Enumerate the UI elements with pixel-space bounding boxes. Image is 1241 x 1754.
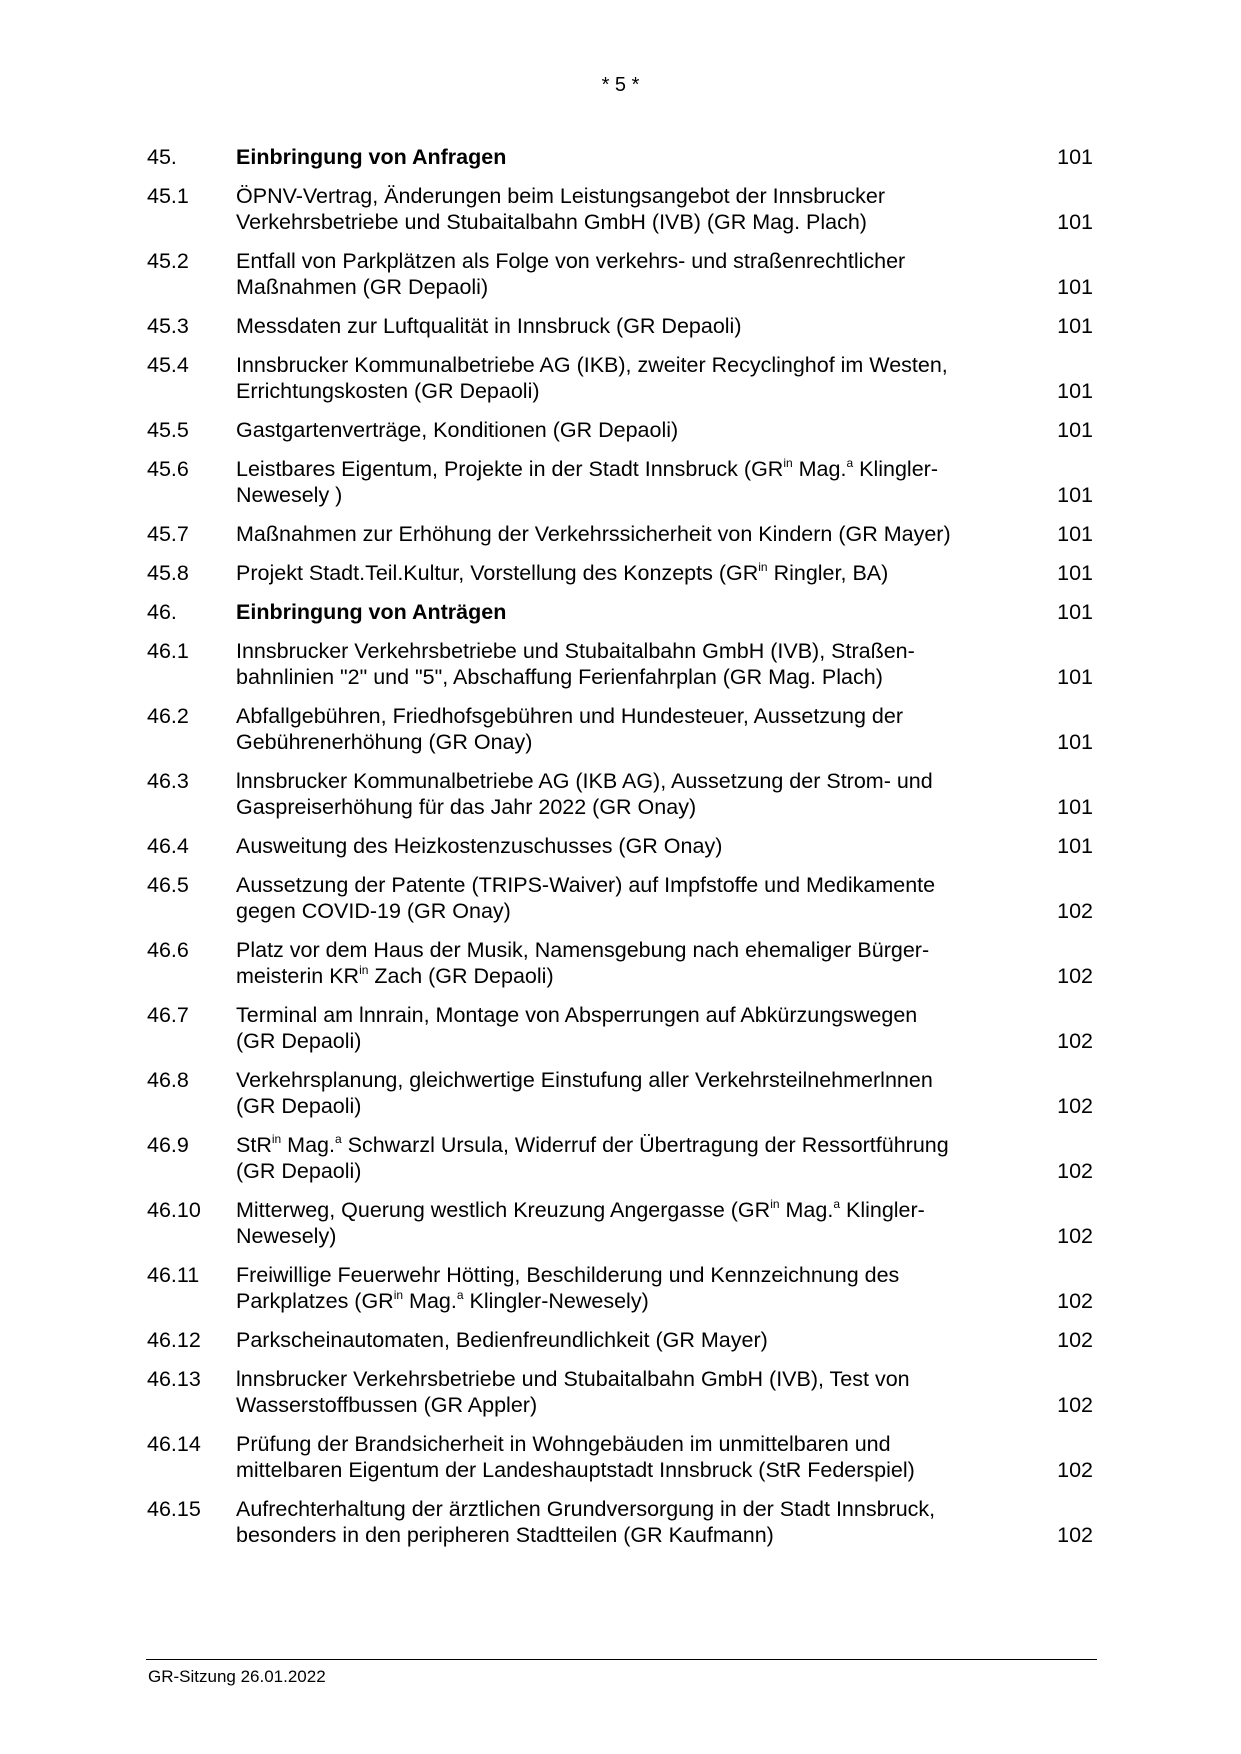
toc-entry-number: 45.6 [147,457,189,481]
toc-entry-title: Platz vor dem Haus der Musik, Namensgebung nach ehemaliger Bürger- meisterin $KR^{in}$ Zach (GR Depaoli) [236,938,930,988]
toc-entry-page: 101 [1057,145,1093,169]
toc-entry-page: 102 [1057,1523,1093,1547]
toc-entry-number: 46.14 [147,1432,201,1456]
toc-entry-number: 45.4 [147,353,189,377]
toc-entry-page: 101 [1057,522,1093,546]
toc-entry-page: 101 [1057,834,1093,858]
toc-entry-title: Abfallgebühren, Friedhofsgebühren und Hundesteuer, Aussetzung der Gebührenerhöhung (GR Onay) [236,704,903,754]
toc-entry-title: Verkehrsplanung, gleichwertige Einstufung aller Verkehrsteilnehmerlnnen (GR Depaoli) [236,1068,933,1118]
toc-entry-title: Aussetzung der Patente (TRIPS-Waiver) auf Impfstoffe und Medikamente gegen COVID-19 (GR Onay) [236,873,936,923]
toc-entry-number: 46.13 [147,1367,201,1391]
toc-entry-title: Terminal am lnnrain, Montage von Absperrungen auf Abkürzungswegen (GR Depaoli) [236,1003,918,1053]
toc-entry [147,1197,1097,1249]
toc-entry-title: Freiwillige Feuerwehr Hötting, Beschilderung und Kennzeichnung des Parkplatzes ($GR^{in}$ Mag.$^a$ Klingler-Newesely) [236,1263,900,1313]
toc-entry-page: 101 [1057,275,1093,299]
toc-entry-title: Entfall von Parkplätzen als Folge von verkehrs- und straßenrechtlicher Maßnahmen (GR Depaoli) [236,249,906,299]
toc-entry [147,417,1097,443]
toc-entry-page: 101 [1057,600,1093,624]
toc-entry-title: ÖPNV-Vertrag, Änderungen beim Leistungsangebot der Innsbrucker Verkehrsbetriebe und Stubaitalbahn GmbH (IVB) (GR Mag. Plach) [236,184,885,234]
toc-entry-page: 101 [1057,665,1093,689]
toc-entry-page: 101 [1057,730,1093,754]
table-of-contents [147,144,1097,1561]
toc-entry-page: 102 [1057,1224,1093,1248]
toc-entry-title: Aufrechterhaltung der ärztlichen Grundversorgung in der Stadt Innsbruck, besonders in den peripheren Stadtteilen (GR Kaufmann) [236,1497,936,1547]
toc-entry [147,521,1097,547]
toc-entry [147,352,1097,404]
toc-entry-page: 102 [1057,1393,1093,1417]
toc-entry-page: 102 [1057,899,1093,923]
toc-entry [147,1327,1097,1353]
toc-entry-number: 46.4 [147,834,189,858]
toc-entry-number: 45.3 [147,314,189,338]
toc-entry-number: 45.2 [147,249,189,273]
toc-entry-number: 45. [147,145,177,169]
toc-entry-page: 101 [1057,379,1093,403]
toc-entry-title: Einbringung von Anträgen [236,600,507,624]
toc-entry [147,937,1097,989]
page-number: * 5 * [601,74,640,96]
toc-entry [147,1262,1097,1314]
toc-entry [147,1366,1097,1418]
toc-entry-number: 46.1 [147,639,189,663]
toc-entry-page: 102 [1057,964,1093,988]
toc-entry-page: 101 [1057,314,1093,338]
toc-entry-page: 102 [1057,1029,1093,1053]
toc-entry [147,456,1097,508]
toc-entry-title: Innsbrucker Kommunalbetriebe AG (IKB), zweiter Recyclinghof im Westen, Errichtungskosten (GR Depaoli) [236,353,948,403]
toc-entry-title: Parkscheinautomaten, Bedienfreundlichkeit (GR Mayer) [236,1328,768,1352]
toc-entry-number: 46.5 [147,873,189,897]
toc-entry [147,638,1097,690]
toc-entry-number: 46. [147,600,177,624]
toc-entry-number: 46.10 [147,1198,201,1222]
toc-entry-title: lnnsbrucker Kommunalbetriebe AG (IKB AG), Aussetzung der Strom- und Gaspreiserhöhung für das Jahr 2022 (GR Onay) [236,769,933,819]
toc-entry-number: 46.9 [147,1133,189,1157]
toc-entry-page: 101 [1057,795,1093,819]
toc-entry-number: 46.12 [147,1328,201,1352]
toc-entry-page: 102 [1057,1289,1093,1313]
toc-entry-number: 46.2 [147,704,189,728]
toc-entry-title: Mitterweg, Querung westlich Kreuzung Angergasse ($GR^{in}$ Mag.$^a$ Klingler- Newesely) [236,1197,925,1248]
toc-entry [147,144,1097,170]
toc-entry-number: 45.8 [147,561,189,585]
toc-entry-number: 46.11 [147,1263,200,1287]
toc-entry-title: Prüfung der Brandsicherheit in Wohngebäuden im unmittelbaren und mittelbaren Eigentum der Landeshauptstadt Innsbruck (StR Federspiel) [236,1432,915,1482]
toc-entry-number: 46.8 [147,1068,189,1092]
toc-entry [147,1002,1097,1054]
toc-entry [147,833,1097,859]
toc-entry-title: Messdaten zur Luftqualität in Innsbruck (GR Depaoli) [236,314,742,338]
toc-entry [147,1132,1097,1184]
toc-entry-page: 101 [1057,561,1093,585]
toc-entry-page: 102 [1057,1458,1093,1482]
toc-entry [147,560,1097,586]
toc-entry [147,248,1097,300]
toc-entry-page: 101 [1057,418,1093,442]
toc-entry-number: 45.5 [147,418,189,442]
toc-entry [147,183,1097,235]
footer-text: GR-Sitzung 26.01.2022 [148,1667,326,1686]
toc-entry [147,872,1097,924]
toc-entry-title: Einbringung von Anfragen [236,145,507,169]
toc-entry-title: Projekt Stadt.Teil.Kultur, Vorstellung des Konzepts ($GR^{in}$ Ringler, BA) [236,560,889,585]
toc-entry-title: Ausweitung des Heizkostenzuschusses (GR Onay) [236,834,723,858]
toc-entry-page: 102 [1057,1328,1093,1352]
toc-entry-title: Gastgartenverträge, Konditionen (GR Depaoli) [236,418,679,442]
toc-entry [147,768,1097,820]
toc-entry-page: 102 [1057,1094,1093,1118]
toc-entry-title: StR$^{in}$ Mag.$^a$ Schwarzl Ursula, Widerruf der Übertragung der Ressortführung (GR Depaoli) [236,1132,949,1183]
footer-divider [146,1659,1097,1660]
toc-entry-number: 46.6 [147,938,189,962]
toc-entry-number: 46.7 [147,1003,189,1027]
toc-entry-page: 101 [1057,210,1093,234]
toc-entry-title: Leistbares Eigentum, Projekte in der Stadt Innsbruck ($GR^{in}$ Mag.$^a$ Klingler- Newesely ) [236,456,938,507]
toc-entry-title: Innsbrucker Verkehrsbetriebe und Stubaitalbahn GmbH (IVB), Straßen- bahnlinien "2" und "5", Abschaffung Ferienfahrplan (GR Mag. Plach) [236,639,915,689]
toc-entry-page: 102 [1057,1159,1093,1183]
toc-entry [147,313,1097,339]
toc-entry [147,703,1097,755]
toc-entry [147,599,1097,625]
toc-entry-title: Maßnahmen zur Erhöhung der Verkehrssicherheit von Kindern (GR Mayer) [236,522,951,546]
toc-entry-page: 101 [1057,483,1093,507]
toc-entry-number: 46.3 [147,769,189,793]
toc-entry [147,1431,1097,1483]
toc-entry-number: 45.7 [147,522,189,546]
toc-entry-number: 45.1 [147,184,189,208]
toc-entry [147,1067,1097,1119]
toc-entry [147,1496,1097,1548]
toc-entry-number: 46.15 [147,1497,201,1521]
toc-entry-title: lnnsbrucker Verkehrsbetriebe und Stubaitalbahn GmbH (IVB), Test von Wasserstoffbussen (GR Appler) [236,1367,910,1417]
